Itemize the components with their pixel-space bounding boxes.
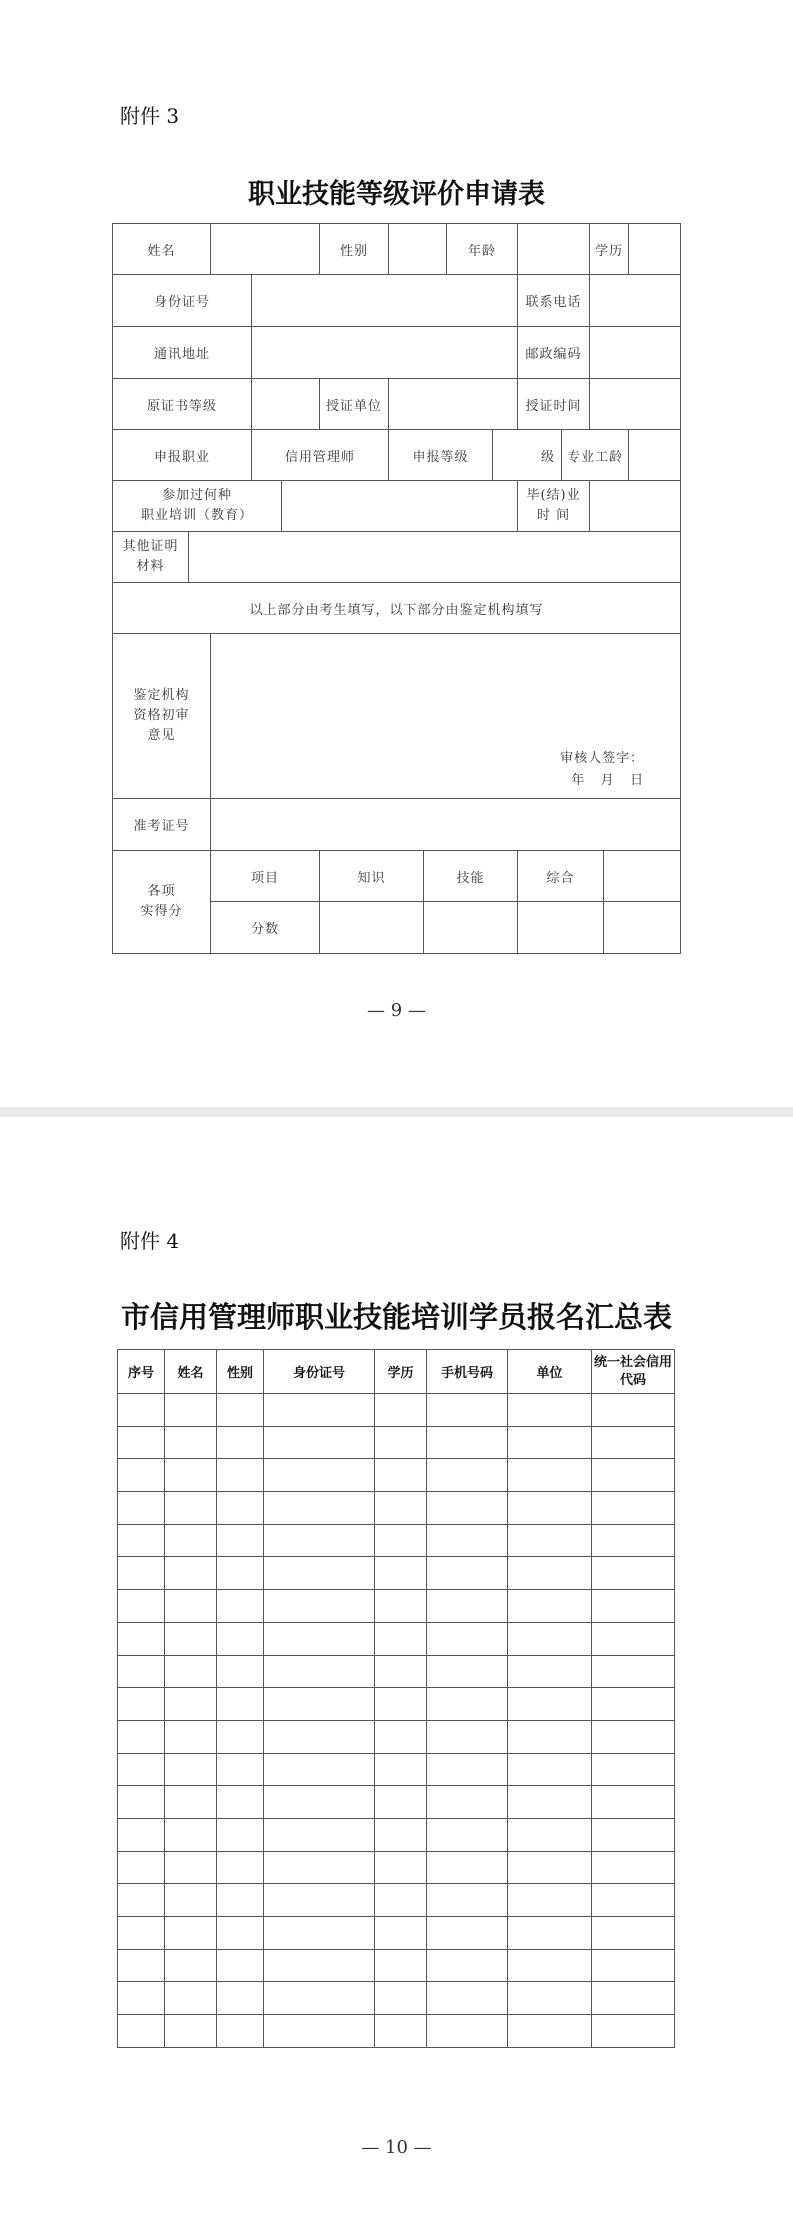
field-postcode[interactable] [590, 327, 681, 379]
table-cell[interactable] [217, 1982, 264, 2015]
col-header-credit-code: 统一社会信用代码 [592, 1350, 675, 1394]
table-cell[interactable] [375, 1426, 427, 1459]
date-label: 年 月 日 [571, 773, 645, 788]
table-cell[interactable] [165, 1917, 217, 1950]
field-education[interactable] [629, 224, 681, 275]
label-other-line1: 其他证明 [122, 539, 179, 554]
table-cell[interactable] [592, 1786, 675, 1819]
page-9 [0, 0, 793, 1107]
table-cell[interactable] [118, 1851, 165, 1884]
label-orig-cert-level: 原证书等级 [113, 379, 252, 430]
table-cell[interactable] [217, 1786, 264, 1819]
table-row [118, 1753, 675, 1786]
table-cell[interactable] [217, 1884, 264, 1917]
table-cell[interactable] [217, 1851, 264, 1884]
table-row [118, 1655, 675, 1688]
table-cell[interactable] [375, 1655, 427, 1688]
table-cell[interactable] [165, 1426, 217, 1459]
form-title: 职业技能等级评价申请表 [248, 179, 545, 210]
table-cell[interactable] [427, 1492, 508, 1525]
table-cell[interactable] [427, 1622, 508, 1655]
table-cell[interactable] [508, 1917, 592, 1950]
table-cell[interactable] [165, 1753, 217, 1786]
table-cell[interactable] [508, 1622, 592, 1655]
label-scores-line1: 各项 [147, 884, 176, 899]
page-10 [0, 1117, 793, 2234]
table-cell[interactable] [217, 1524, 264, 1557]
label-graduation-time [518, 481, 590, 532]
table-cell[interactable] [592, 1655, 675, 1688]
page-number: — 10 — [361, 2137, 432, 2158]
table-cell[interactable] [375, 1557, 427, 1590]
table-cell[interactable] [217, 1655, 264, 1688]
table-cell[interactable] [165, 1688, 217, 1721]
table-cell[interactable] [217, 1720, 264, 1753]
table-cell[interactable] [508, 1459, 592, 1492]
label-gender: 性别 [320, 224, 389, 275]
table-cell[interactable] [427, 1720, 508, 1753]
label-name: 姓名 [113, 224, 211, 275]
field-work-years[interactable] [629, 430, 681, 481]
table-row [118, 1982, 675, 2015]
table-row [118, 1557, 675, 1590]
col-header-id-number: 身份证号 [264, 1350, 375, 1394]
label-postcode: 邮政编码 [518, 327, 590, 379]
table-cell[interactable] [217, 1753, 264, 1786]
table-cell[interactable] [508, 1786, 592, 1819]
table-cell[interactable] [592, 1426, 675, 1459]
table-cell[interactable] [217, 1394, 264, 1427]
header-extra [604, 851, 681, 902]
label-scores-line2: 实得分 [140, 904, 183, 919]
table-cell[interactable] [217, 1459, 264, 1492]
table-row [118, 1459, 675, 1492]
field-orig-cert-level[interactable] [252, 379, 320, 430]
table-cell[interactable] [118, 1426, 165, 1459]
table-cell[interactable] [592, 2015, 675, 2048]
table-cell[interactable] [165, 1492, 217, 1525]
table-cell[interactable] [165, 2015, 217, 2048]
table-cell[interactable] [375, 1459, 427, 1492]
field-training[interactable] [282, 481, 518, 532]
table-cell[interactable] [165, 1720, 217, 1753]
table-cell[interactable] [118, 1492, 165, 1525]
table-cell[interactable] [375, 1851, 427, 1884]
table-cell[interactable] [264, 2015, 375, 2048]
header-overall: 综合 [518, 851, 604, 902]
table-cell[interactable] [118, 1982, 165, 2015]
table-cell[interactable] [592, 1949, 675, 1982]
table-row [118, 1884, 675, 1917]
table-cell[interactable] [217, 1818, 264, 1851]
table-cell[interactable] [165, 1557, 217, 1590]
table-cell[interactable] [592, 1851, 675, 1884]
table-cell[interactable] [165, 1590, 217, 1623]
table-cell[interactable] [375, 1917, 427, 1950]
table-cell[interactable] [508, 1884, 592, 1917]
field-id-number[interactable] [252, 275, 518, 327]
table-cell[interactable] [165, 1655, 217, 1688]
reviewer-signature-label: 审核人签字： [560, 751, 645, 766]
table-row [118, 1524, 675, 1557]
table-cell[interactable] [118, 1884, 165, 1917]
header-skill: 技能 [424, 851, 518, 902]
label-opinion-line3: 意见 [147, 728, 176, 743]
col-header-name: 姓名 [165, 1350, 217, 1394]
table-cell[interactable] [508, 1394, 592, 1427]
table-cell[interactable] [375, 1492, 427, 1525]
table-cell[interactable] [118, 1622, 165, 1655]
application-form [112, 223, 681, 954]
table-cell[interactable] [375, 1590, 427, 1623]
field-name[interactable] [211, 224, 320, 275]
label-other-materials [113, 532, 189, 583]
table-cell[interactable] [592, 1524, 675, 1557]
table-cell[interactable] [217, 2015, 264, 2048]
label-apply-occupation: 申报职业 [113, 430, 252, 481]
table-cell[interactable] [427, 1394, 508, 1427]
table-cell[interactable] [264, 1590, 375, 1623]
field-skill-score[interactable] [424, 902, 518, 954]
label-training-line2: 职业培训（教育） [141, 508, 254, 523]
label-grad-line2: 时 间 [536, 508, 571, 523]
field-knowledge-score[interactable] [320, 902, 424, 954]
table-cell[interactable] [217, 1590, 264, 1623]
table-cell[interactable] [375, 1688, 427, 1721]
table-row [118, 1394, 675, 1427]
table-cell[interactable] [592, 1884, 675, 1917]
field-issue-time[interactable] [590, 379, 681, 430]
table-cell[interactable] [165, 1622, 217, 1655]
table-cell[interactable] [264, 1622, 375, 1655]
table-cell[interactable] [118, 1394, 165, 1427]
table-row [118, 1720, 675, 1753]
label-training [113, 481, 282, 532]
table-cell[interactable] [508, 1818, 592, 1851]
table-cell[interactable] [427, 1557, 508, 1590]
table-cell[interactable] [264, 1851, 375, 1884]
table-cell[interactable] [264, 1459, 375, 1492]
table-cell[interactable] [508, 1720, 592, 1753]
field-admission-no[interactable] [211, 799, 681, 851]
table-cell[interactable] [375, 1982, 427, 2015]
table-cell[interactable] [165, 1786, 217, 1819]
table-cell[interactable] [427, 1917, 508, 1950]
table-cell[interactable] [427, 1884, 508, 1917]
label-issue-time: 授证时间 [518, 379, 590, 430]
table-cell[interactable] [118, 1557, 165, 1590]
label-admission-no: 准考证号 [113, 799, 211, 851]
field-occupation-value: 信用管理师 [252, 430, 389, 481]
table-cell[interactable] [118, 1818, 165, 1851]
table-cell[interactable] [427, 1949, 508, 1982]
table-cell[interactable] [375, 1720, 427, 1753]
table-cell[interactable] [264, 1786, 375, 1819]
table-cell[interactable] [217, 1492, 264, 1525]
label-opinion [113, 634, 211, 799]
table-cell[interactable] [118, 1917, 165, 1950]
table-cell[interactable] [264, 1884, 375, 1917]
label-age: 年龄 [447, 224, 518, 275]
table-cell[interactable] [508, 2015, 592, 2048]
table-cell[interactable] [508, 1492, 592, 1525]
table-cell[interactable] [264, 1394, 375, 1427]
table-cell[interactable] [264, 1753, 375, 1786]
table-cell[interactable] [118, 1590, 165, 1623]
table-cell[interactable] [427, 1786, 508, 1819]
table-cell[interactable] [217, 1557, 264, 1590]
table-cell[interactable] [118, 1786, 165, 1819]
table-cell[interactable] [118, 1688, 165, 1721]
header-knowledge: 知识 [320, 851, 424, 902]
table-cell[interactable] [118, 1949, 165, 1982]
table-cell[interactable] [264, 1720, 375, 1753]
table-cell[interactable] [592, 1557, 675, 1590]
table-cell[interactable] [508, 1524, 592, 1557]
table-cell[interactable] [427, 1851, 508, 1884]
table-row [118, 1426, 675, 1459]
table-cell[interactable] [217, 1949, 264, 1982]
field-gender[interactable] [389, 224, 447, 275]
field-opinion[interactable] [211, 634, 681, 799]
table-cell[interactable] [427, 1655, 508, 1688]
col-header-mobile: 手机号码 [427, 1350, 508, 1394]
table-cell[interactable] [592, 1459, 675, 1492]
label-opinion-line2: 资格初审 [133, 708, 190, 723]
table-cell[interactable] [508, 1982, 592, 2015]
table-cell[interactable] [264, 1917, 375, 1950]
table-cell[interactable] [592, 1720, 675, 1753]
table-cell[interactable] [264, 1557, 375, 1590]
table-cell[interactable] [375, 1753, 427, 1786]
table-cell[interactable] [508, 1688, 592, 1721]
col-header-company: 单位 [508, 1350, 592, 1394]
level-suffix: 级 [541, 449, 556, 465]
roster-body [118, 1394, 675, 2048]
table-cell[interactable] [508, 1426, 592, 1459]
table-cell[interactable] [165, 1524, 217, 1557]
table-cell[interactable] [375, 1394, 427, 1427]
table-cell[interactable] [375, 1818, 427, 1851]
table-row [118, 1949, 675, 1982]
table-cell[interactable] [427, 1590, 508, 1623]
table-cell[interactable] [217, 1622, 264, 1655]
annex-label: 附件 3 [120, 104, 180, 128]
field-other-materials[interactable] [189, 532, 681, 583]
table-row [118, 1492, 675, 1525]
label-scores [113, 851, 211, 954]
table-cell[interactable] [264, 1818, 375, 1851]
table-cell[interactable] [264, 1688, 375, 1721]
annex-label: 附件 4 [120, 1229, 180, 1253]
label-score: 分数 [211, 902, 320, 954]
table-cell[interactable] [592, 1622, 675, 1655]
label-work-years: 专业工龄 [562, 430, 629, 481]
notice-row: 以上部分由考生填写，以下部分由鉴定机构填写 [113, 583, 681, 634]
label-other-line2: 材料 [136, 559, 165, 574]
table-cell[interactable] [165, 1884, 217, 1917]
table-cell[interactable] [592, 1394, 675, 1427]
table-cell[interactable] [264, 1949, 375, 1982]
table-cell[interactable] [427, 1818, 508, 1851]
table-cell[interactable] [592, 1917, 675, 1950]
table-cell[interactable] [118, 1459, 165, 1492]
table-cell[interactable] [592, 1982, 675, 2015]
table-cell[interactable] [375, 1884, 427, 1917]
table-cell[interactable] [427, 1753, 508, 1786]
table-cell[interactable] [375, 1786, 427, 1819]
field-graduation-time[interactable] [590, 481, 681, 532]
table-cell[interactable] [592, 1492, 675, 1525]
table-cell[interactable] [165, 1949, 217, 1982]
table-cell[interactable] [427, 1426, 508, 1459]
table-cell[interactable] [165, 1818, 217, 1851]
table-cell[interactable] [217, 1688, 264, 1721]
table-row [118, 1851, 675, 1884]
table-cell[interactable] [375, 1622, 427, 1655]
label-issuer: 授证单位 [320, 379, 389, 430]
table-cell[interactable] [118, 1720, 165, 1753]
table-row [118, 1917, 675, 1950]
label-training-line1: 参加过何种 [162, 488, 233, 503]
table-cell[interactable] [427, 1459, 508, 1492]
table-cell[interactable] [217, 1917, 264, 1950]
label-opinion-line1: 鉴定机构 [133, 688, 190, 703]
roster-header-row [118, 1350, 675, 1394]
table-cell[interactable] [592, 1753, 675, 1786]
table-cell[interactable] [217, 1426, 264, 1459]
table-cell[interactable] [427, 2015, 508, 2048]
roster-table [117, 1349, 675, 2048]
roster-title: 市信用管理师职业技能培训学员报名汇总表 [120, 1300, 672, 1334]
field-issuer[interactable] [389, 379, 518, 430]
col-header-gender: 性别 [217, 1350, 264, 1394]
table-cell[interactable] [264, 1655, 375, 1688]
table-cell[interactable] [427, 1982, 508, 2015]
table-cell[interactable] [592, 1688, 675, 1721]
table-row [118, 1622, 675, 1655]
table-cell[interactable] [508, 1949, 592, 1982]
table-cell[interactable] [508, 1655, 592, 1688]
label-phone: 联系电话 [518, 275, 590, 327]
table-cell[interactable] [264, 1524, 375, 1557]
table-row [118, 1818, 675, 1851]
label-education: 学历 [590, 224, 629, 275]
table-cell[interactable] [118, 1655, 165, 1688]
field-age[interactable] [518, 224, 590, 275]
table-row [118, 1590, 675, 1623]
table-cell[interactable] [375, 1949, 427, 1982]
table-row [118, 1786, 675, 1819]
table-cell[interactable] [508, 1557, 592, 1590]
table-cell[interactable] [508, 1851, 592, 1884]
page-number: — 9 — [367, 1000, 426, 1021]
table-cell[interactable] [592, 1590, 675, 1623]
table-cell[interactable] [165, 1394, 217, 1427]
col-header-education: 学历 [375, 1350, 427, 1394]
table-cell[interactable] [508, 1590, 592, 1623]
table-row [118, 1688, 675, 1721]
table-cell[interactable] [264, 1492, 375, 1525]
table-cell[interactable] [508, 1753, 592, 1786]
table-cell[interactable] [118, 2015, 165, 2048]
table-cell[interactable] [264, 1982, 375, 2015]
table-cell[interactable] [165, 1982, 217, 2015]
table-row [118, 2015, 675, 2048]
table-cell[interactable] [118, 1524, 165, 1557]
table-cell[interactable] [165, 1459, 217, 1492]
field-apply-level[interactable] [493, 430, 562, 481]
table-cell[interactable] [165, 1851, 217, 1884]
table-cell[interactable] [592, 1818, 675, 1851]
col-header-index: 序号 [118, 1350, 165, 1394]
table-cell[interactable] [375, 2015, 427, 2048]
field-overall-score[interactable] [518, 902, 604, 954]
field-extra-score[interactable] [604, 902, 681, 954]
table-cell[interactable] [427, 1688, 508, 1721]
label-address: 通讯地址 [113, 327, 252, 379]
label-grad-line1: 毕(结)业 [526, 488, 581, 503]
field-phone[interactable] [590, 275, 681, 327]
header-item: 项目 [211, 851, 320, 902]
label-id-number: 身份证号 [113, 275, 252, 327]
signature-block [560, 748, 644, 792]
table-cell[interactable] [118, 1753, 165, 1786]
label-apply-level: 申报等级 [389, 430, 493, 481]
field-address[interactable] [252, 327, 518, 379]
table-cell[interactable] [427, 1524, 508, 1557]
table-cell[interactable] [375, 1524, 427, 1557]
table-cell[interactable] [264, 1426, 375, 1459]
